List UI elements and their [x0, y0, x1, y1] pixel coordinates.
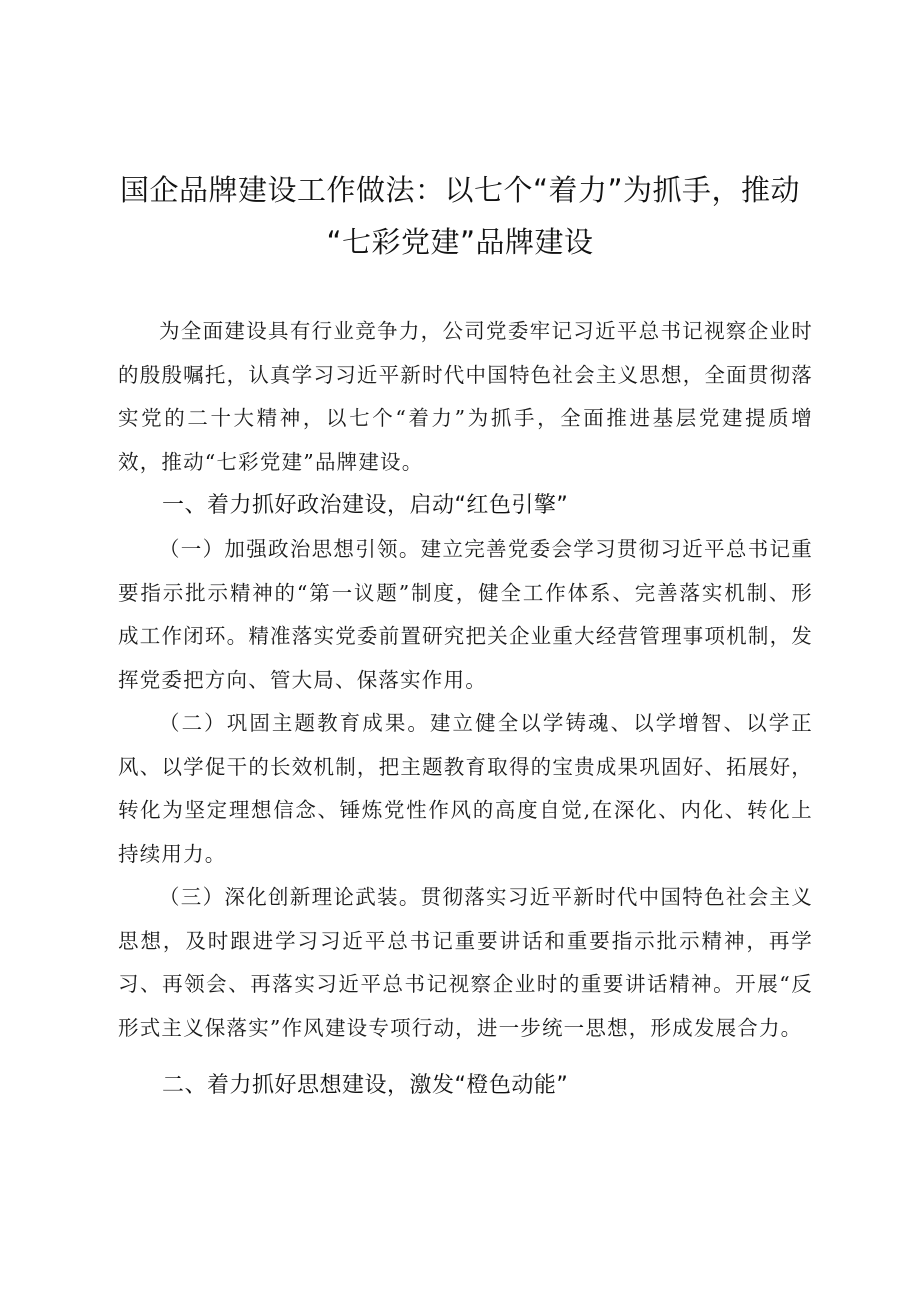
intro-paragraph: 为全面建设具有行业竞争力，公司党委牢记习近平总书记视察企业时的殷殷嘱托，认真学习习近平新时代中国特色社会主义思想，全面贯彻落实党的二十大精神，以七个“着力”为抓手，全面推进基层党建提质增效，推动“七彩党建”品牌建设。 [118, 319, 813, 474]
section-1-paragraph-1: （一）加强政治思想引领。建立完善党委会学习贯彻习近平总书记重要指示批示精神的“第一议题”制度，健全工作体系、完善落实机制、形成工作闭环。精准落实党委前置研究把关企业重大经营管理事项机制，发挥党委把方向、管大局、保落实作用。 [118, 537, 813, 692]
section-heading-2: 二、着力抓好思想建设，激发“橙色动能” [162, 1073, 569, 1098]
document-title-line-2: “七彩党建”品牌建设 [326, 225, 594, 259]
section-1-paragraph-2: （二）巩固主题教育成果。建立健全以学铸魂、以学增智、以学正风、以学促干的长效机制，把主题教育取得的宝贵成果巩固好、拓展好，转化为坚定理想信念、锤炼党性作风的高度自觉,在深化、内化、转化上持续用力。 [118, 711, 813, 866]
section-1-paragraph-3: （三）深化创新理论武装。贯彻落实习近平新时代中国特色社会主义思想，及时跟进学习习近平总书记重要讲话和重要指示批示精神，再学习、再领会、再落实习近平总书记视察企业时的重要讲话精神。开展“反形式主义保落实”作风建设专项行动，进一步统一思想，形成发展合力。 [118, 885, 813, 1040]
document-body [118, 310, 813, 1108]
section-heading-1: 一、着力抓好政治建设，启动“红色引擎” [162, 493, 569, 518]
document-title-line-1: 国企品牌建设工作做法：以七个“着力”为抓手，推动 [119, 173, 801, 207]
